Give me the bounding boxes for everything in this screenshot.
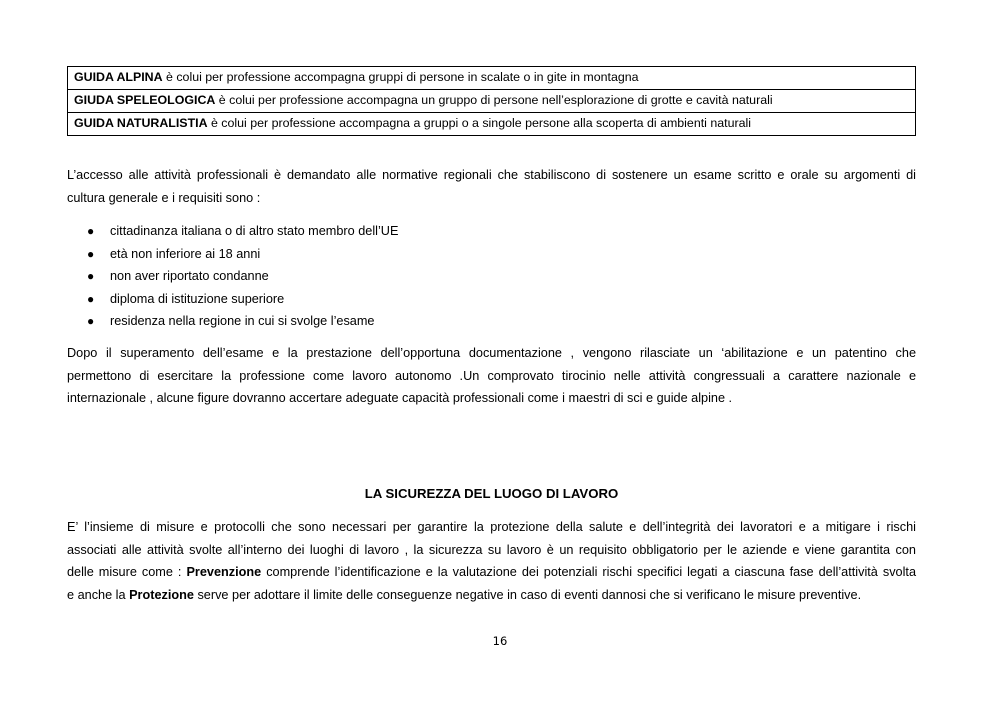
paragraph-line: Dopo il superamento dell’esame e la prestazione dell’opportuna documentazione , vengono rilasciate un ‘abilitazione e un patentino che [67,346,916,360]
list-item-text: residenza nella regione in cui si svolge l’esame [110,314,375,328]
definition-cell [68,90,916,113]
bullet-icon: ● [87,246,95,261]
list-item-text: età non inferiore ai 18 anni [110,246,261,261]
definitions-table [67,66,916,136]
definition-cell [68,67,916,90]
bullet-icon: ● [87,291,95,306]
paragraph-line: E’ l’insieme di misure e protocolli che sono necessari per garantire la protezione della salute e dell’integrità dei lavoratori e a mitigare i rischi [67,520,916,534]
list-item [67,243,916,266]
table-row [68,67,916,90]
bullet-icon: ● [87,269,95,283]
definition-term: GUIDA NATURALISTIA [74,116,208,130]
list-item [67,310,916,333]
access-paragraph [67,164,916,209]
paragraph-line [67,584,916,607]
definition-term: GUIDA ALPINA [74,70,163,84]
paragraph-line: cultura generale e i requisiti sono : [67,190,261,205]
list-item-text: diploma di istituzione superiore [110,291,285,306]
requirements-list [67,220,916,333]
definition-text: è colui per professione accompagna gruppi di persone in scalate o in gite in montagna [162,70,639,84]
after-exam-paragraph [67,342,916,410]
bold-term-prevenzione: Prevenzione [186,565,262,580]
table-row [68,113,916,136]
text-run: serve per adottare il limite delle conseguenze negative in caso di eventi dannosi che si verificano le misure preventive. [193,588,862,603]
definition-term: GIUDA SPELEOLOGICA [74,93,216,107]
paragraph-line: internazionale , alcune figure dovranno accertare adeguate capacità professionali come i maestri di sci e guide alpine . [67,391,733,406]
document-page [67,66,916,603]
bullet-icon: ● [87,224,95,238]
paragraph-line: L’accesso alle attività professionali è demandato alle normative regionali che stabiliscono di sostenere un esame scritto e orale su argomenti di [67,168,916,182]
text-run: e anche la [67,588,130,603]
paragraph-line: permettono di esercitare la professione come lavoro autonomo .Un comprovato tirocinio nelle attività congressuali a carattere nazionale e [67,368,916,383]
page-number: 16 [492,634,508,648]
paragraph-line: associati alle attività svolte all’interno dei luoghi di lavoro , la sicurezza su lavoro è un requisito obbligatorio per le aziende e viene garantita con [67,542,916,557]
bullet-icon: ● [87,314,95,328]
list-item [67,220,916,243]
definition-cell [68,113,916,136]
section-heading: LA SICUREZZA DEL LUOGO DI LAVORO [364,486,619,501]
text-run: comprende l’identificazione e la valutazione dei potenziali rischi specifici legati a ciascuna fase dell’attività svolta [261,565,916,580]
list-item-text: non aver riportato condanne [110,269,269,283]
paragraph-line [67,561,916,584]
text-run: delle misure come : [67,565,187,580]
bold-term-protezione: Protezione [129,588,194,603]
list-item [67,265,916,288]
list-item-text: cittadinanza italiana o di altro stato membro dell’UE [110,224,399,238]
list-item [67,288,916,311]
definition-text: è colui per professione accompagna un gruppo di persone nell’esplorazione di grotte e cavità naturali [215,93,773,107]
safety-paragraph [67,516,916,607]
table-row [68,90,916,113]
definition-text: è colui per professione accompagna a gruppi o a singole persone alla scoperta di ambienti naturali [207,116,751,130]
